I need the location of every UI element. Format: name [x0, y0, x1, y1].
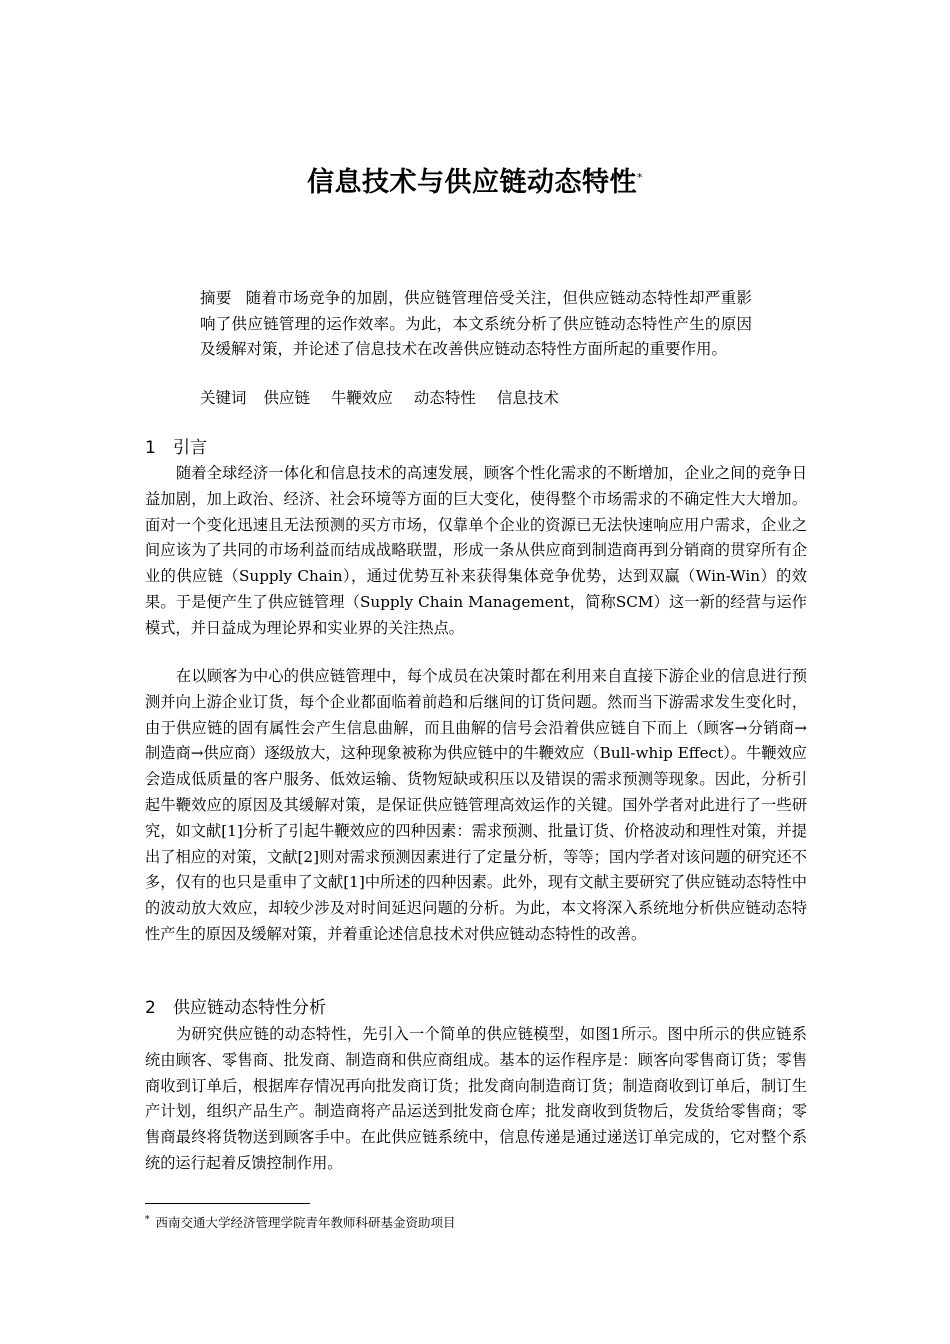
paper-title-text: 信息技术与供应链动态特性	[307, 167, 637, 198]
section-1-paragraph-1: 随着全球经济一体化和信息技术的高速发展，顾客个性化需求的不断增加，企业之间的竞争日益加剧，加上政治、经济、社会环境等方面的巨大变化，使得整个市场需求的不确定性大大增加。面对一个变化迅速且无法预测的买方市场，仅靠单个企业的资源已无法快速响应用户需求，企业之间应该为了共同的市场利益而结成战略联盟，形成一条从供应商到制造商再到分销商的贯穿所有企业的供应链（Supply Chain），通过优势互补来获得集体竞争优势，达到双赢（Win-Win）的效果。于是便产生了供应链管理（Supply Chain Management，简称SCM）这一新的经营与运作模式，并日益成为理论界和实业界的关注热点。	[145, 464, 807, 637]
footnote	[145, 1212, 456, 1231]
abstract-text: 随着市场竞争的加剧，供应链管理倍受关注，但供应链动态特性却严重影响了供应链管理的运作效率。为此，本文系统分析了供应链动态特性产生的原因及缓解对策，并论述了信息技术在改善供应链动态特性方面所起的重要作用。	[200, 289, 752, 358]
keyword-item: 信息技术	[496, 389, 559, 407]
section-2-heading	[145, 996, 326, 1020]
section-1-paragraph-2: 在以顾客为中心的供应链管理中，每个成员在决策时都在利用来自直接下游企业的信息进行预测并向上游企业订货，每个企业都面临着前趋和后继间的订货问题。然而当下游需求发生变化时，由于供应链的固有属性会产生信息曲解，而且曲解的信号会沿着供应链自下而上（顾客→分销商→制造商→供应商）逐级放大，这种现象被称为供应链中的牛鞭效应（Bull-whip Effect）。牛鞭效应会造成低质量的客户服务、低效运输、货物短缺或积压以及错误的需求预测等现象。因此，分析引起牛鞭效应的原因及其缓解对策，是保证供应链管理高效运作的关键。国外学者对此进行了一些研究，如文献[1]分析了引起牛鞭效应的四种因素：需求预测、批量订货、价格波动和理性对策，并提出了相应的对策，文献[2]则对需求预测因素进行了定量分析，等等；国内学者对该问题的研究还不多，仅有的也只是重申了文献[1]中所述的四种因素。此外，现有文献主要研究了供应链动态特性中的波动放大效应，却较少涉及对时间延迟问题的分析。为此，本文将深入系统地分析供应链动态特性产生的原因及缓解对策，并着重论述信息技术对供应链动态特性的改善。	[145, 667, 807, 943]
section-title: 供应链动态特性分析	[173, 998, 326, 1018]
footnote-text: 西南交通大学经济管理学院青年教师科研基金资助项目	[155, 1215, 456, 1231]
keyword-item: 供应链	[263, 389, 310, 407]
keyword-item: 牛鞭效应	[330, 389, 393, 407]
section-number: 1	[145, 438, 156, 458]
abstract	[200, 286, 752, 363]
paper-title	[0, 160, 950, 199]
title-footnote-mark: *	[637, 171, 643, 184]
keyword-item: 动态特性	[413, 389, 476, 407]
section-number: 2	[145, 998, 156, 1018]
section-1-heading	[145, 436, 207, 460]
section-2-paragraph-1: 为研究供应链的动态特性，先引入一个简单的供应链模型，如图1所示。图中所示的供应链系统由顾客、零售商、批发商、制造商和供应商组成。基本的运作程序是：顾客向零售商订货；零售商收到订单后，根据库存情况再向批发商订货；批发商向制造商订货；制造商收到订单后，制订生产计划，组织产品生产。制造商将产品运送到批发商仓库；批发商收到货物后，发货给零售商；零售商最终将货物送到顾客手中。在此供应链系统中，信息传递是通过递送订单完成的，它对整个系统的运行起着反馈控制作用。	[145, 1025, 807, 1172]
footnote-divider	[145, 1203, 310, 1204]
keywords-label: 关键词	[200, 389, 247, 407]
keywords	[200, 387, 575, 409]
abstract-label: 摘要	[200, 289, 232, 307]
section-title: 引言	[173, 438, 207, 458]
footnote-mark: *	[145, 1215, 150, 1225]
